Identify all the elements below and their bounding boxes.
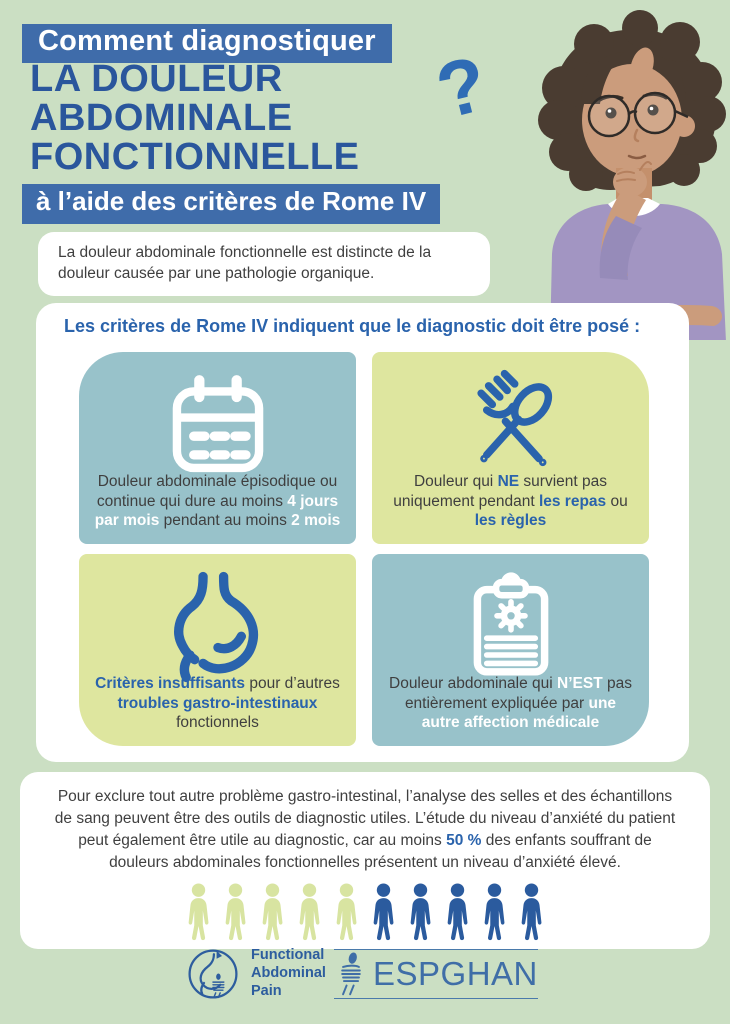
subtitle-banner: à l’aide des critères de Rome IV — [22, 184, 440, 224]
title-line: ABDOMINALE — [30, 97, 293, 139]
criterion-card-medical-condition — [372, 554, 649, 746]
person-icon — [333, 883, 360, 941]
fap-logo-icon — [186, 946, 240, 1002]
question-mark-icon-left: ? — [428, 38, 496, 136]
criterion-card-other-disorders — [79, 554, 356, 746]
diagnostic-note-card — [20, 772, 710, 949]
criterion-text: Critères insuffisants pour d’autres troubles gastro-intestinaux fonctionnels — [95, 674, 340, 732]
person-icon — [444, 883, 471, 941]
clipboard-icon — [455, 568, 567, 686]
criterion-text: Douleur abdominale épisodique ou continue qui dure au moins 4 jours par mois pendant au moins 2 mois — [94, 472, 341, 530]
intro-card — [38, 232, 490, 296]
anxiety-pictogram — [48, 883, 682, 941]
person-icon — [222, 883, 249, 941]
page-title — [30, 60, 359, 177]
title-line: LA DOULEUR — [30, 58, 283, 100]
criteria-heading: Les critères de Rome IV indiquent que le diagnostic doit être posé : — [64, 316, 641, 336]
espghan-logo — [334, 949, 538, 999]
person-icon — [185, 883, 212, 941]
thinking-person-illustration — [490, 10, 730, 340]
criteria-card — [36, 303, 689, 762]
criterion-card-duration — [79, 352, 356, 544]
note-text: Pour exclure tout autre problème gastro-intestinal, l’analyse des selles et des échantillons de sang peuvent être des outils de diagnostic utiles. L’étude du niveau d’anxiété du patient peut également être utile au diagnostic, car au moins 50 % des enfants souffrant de douleurs abdominales fonctionnelles présentent un niveau d’anxiété élevé. — [54, 788, 676, 871]
fork-and-spoon-icon — [455, 366, 567, 484]
espghan-logo-text: ESPGHAN — [373, 955, 538, 992]
person-icon — [370, 883, 397, 941]
kicker-banner: Comment diagnostiquer — [22, 24, 392, 63]
intro-text: La douleur abdominale fonctionnelle est distincte de la douleur causée par une pathologie organique. — [58, 244, 432, 282]
espghan-figure-icon — [336, 951, 366, 997]
person-icon — [481, 883, 508, 941]
person-icon — [407, 883, 434, 941]
criterion-text: Douleur abdominale qui N’EST pas entièrement expliquée par une autre affection médicale — [389, 674, 632, 732]
fap-logo-text — [251, 947, 326, 1000]
title-line: FONCTIONNELLE — [30, 136, 360, 178]
criterion-card-meals — [372, 352, 649, 544]
fap-logo-line: Functional — [251, 947, 325, 964]
criterion-text: Douleur qui NE survient pas uniquement pendant les repas ou les règles — [393, 472, 628, 530]
person-icon — [518, 883, 545, 941]
calendar-icon — [162, 366, 274, 484]
functional-abdominal-pain-logo — [186, 946, 326, 1002]
person-icon — [296, 883, 323, 941]
fap-logo-line: Pain — [251, 982, 282, 999]
person-icon — [259, 883, 286, 941]
fap-logo-line: Abdominal — [251, 965, 326, 982]
stomach-icon — [162, 568, 274, 686]
